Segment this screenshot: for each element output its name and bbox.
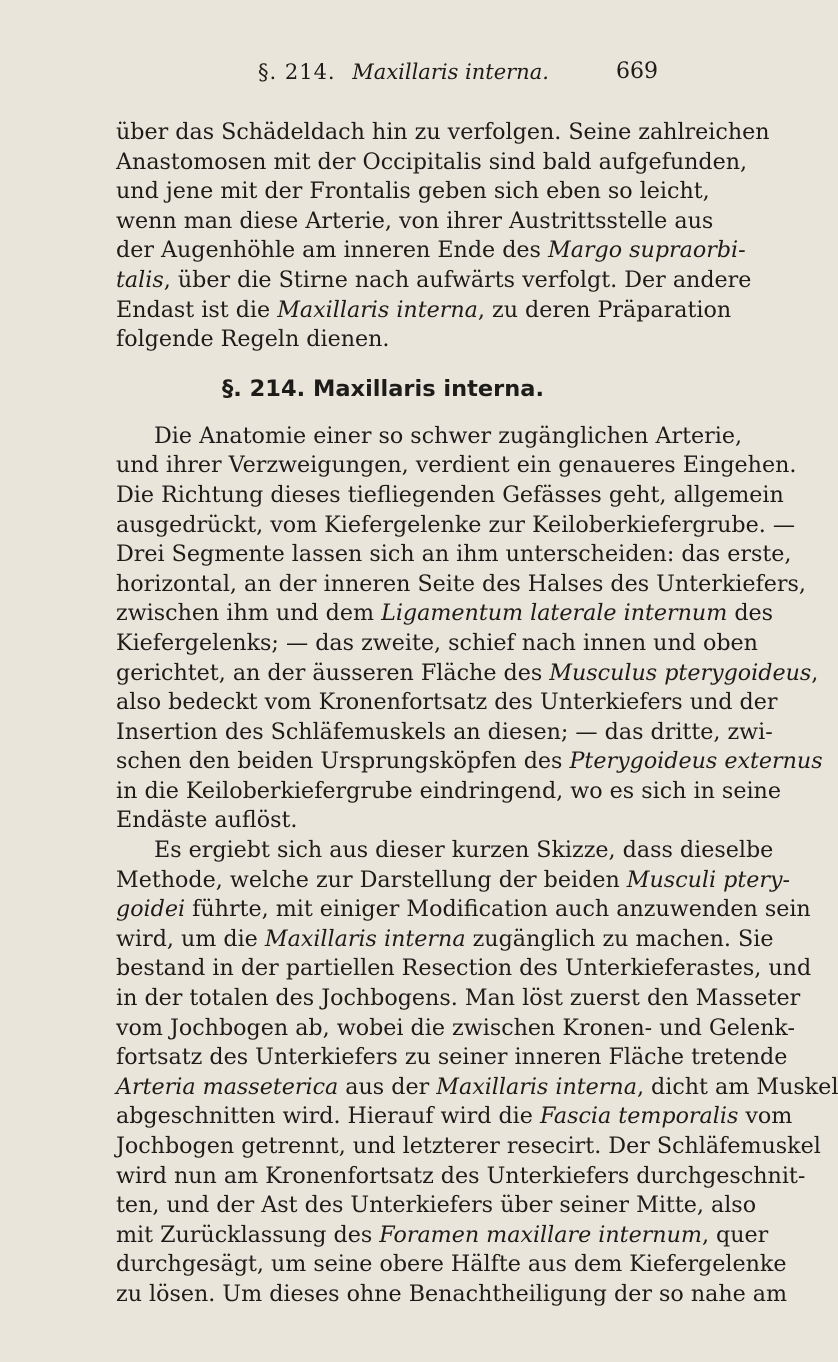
paragraph-2 <box>116 422 823 836</box>
text-line <box>116 718 773 748</box>
text-run: und jene mit der Frontalis geben sich eben so leicht, <box>116 178 710 205</box>
italic-term: Maxillaris interna <box>277 296 478 323</box>
text-line <box>116 925 774 955</box>
text-run: schen den beiden Ursprungsköpfen des <box>116 748 570 775</box>
text-line <box>116 629 758 659</box>
text-run: , <box>811 659 819 686</box>
text-run: Endast ist die <box>116 296 278 323</box>
text-line <box>116 451 797 481</box>
italic-term: Ligamentum laterale internum <box>381 600 728 627</box>
text-run: in die Keiloberkiefergrube eindringend, wo es sich in seine <box>116 777 781 804</box>
italic-term: Fascia temporalis <box>539 1103 739 1130</box>
text-line <box>116 1221 769 1251</box>
italic-term: Foramen maxillare internum <box>379 1221 702 1248</box>
page-number: 669 <box>616 59 658 84</box>
italic-term: Musculi ptery- <box>626 866 791 893</box>
text-run: zugänglich zu machen. Sie <box>465 925 774 952</box>
section-heading: §. 214. Maxillaris interna. <box>222 375 545 402</box>
text-run: bestand in der partiellen Resection des Unterkieferastes, und <box>116 955 812 982</box>
text-line <box>116 1132 821 1162</box>
text-run: Es ergiebt sich aus dieser kurzen Skizze, dass dieselbe <box>154 837 774 864</box>
text-run: , über die Stirne nach aufwärts verfolgt. Der andere <box>163 266 752 293</box>
running-head <box>258 58 658 86</box>
text-line <box>116 954 812 984</box>
text-run: Anastomosen mit der Occipitalis sind bald aufgefunden, <box>116 148 748 175</box>
text-run: Drei Segmente lassen sich an ihm unterscheiden: das erste, <box>116 541 792 568</box>
text-line <box>116 481 784 511</box>
text-run: zu lösen. Um dieses ohne Benachtheiligung der so nahe am <box>116 1280 788 1307</box>
paragraph-3 <box>116 836 838 1310</box>
text-run: führte, mit einiger Modification auch anzuwenden sein <box>185 896 811 923</box>
text-line <box>116 422 743 452</box>
italic-term: Maxillaris interna <box>264 925 466 952</box>
body-text <box>116 118 838 1310</box>
text-run: wenn man diese Arterie, von ihrer Austrittsstelle aus <box>116 207 714 234</box>
text-line <box>116 866 791 896</box>
text-line <box>116 659 819 689</box>
text-run: Jochbogen getrennt, und letzterer resecirt. Der Schläfemuskel <box>116 1133 821 1159</box>
text-line <box>116 236 746 266</box>
text-run: ausgedrückt, vom Kiefergelenke zur Keiloberkiefergrube. — <box>116 511 796 538</box>
text-line <box>116 177 710 207</box>
italic-term: Arteria masseterica <box>116 1073 339 1100</box>
text-run: durchgesägt, um seine obere Hälfte aus dem Kiefergelenke <box>116 1251 787 1278</box>
text-run: zwischen ihm und dem <box>116 600 382 627</box>
text-run: der Augenhöhle am inneren Ende des <box>116 237 548 264</box>
text-line <box>116 1250 787 1280</box>
text-line <box>116 296 732 326</box>
text-run: wird nun am Kronenfortsatz des Unterkiefers durchgeschnit- <box>116 1162 806 1189</box>
text-line <box>116 1014 795 1044</box>
text-run: wird, um die <box>116 925 265 952</box>
text-line <box>116 688 778 718</box>
paragraph-1 <box>116 118 770 355</box>
text-run: Insertion des Schläfemuskels an diesen; — das dritte, zwi- <box>116 718 773 745</box>
text-line <box>116 1191 757 1221</box>
text-line <box>116 599 774 629</box>
text-run: mit Zurücklassung des <box>116 1221 380 1248</box>
text-run: Endäste auflöst. <box>116 807 298 834</box>
text-run: vom Jochbogen ab, wobei die zwischen Kronen- und Gelenk- <box>116 1014 795 1041</box>
text-run: , zu deren Präparation <box>477 296 732 323</box>
running-head-section: §. 214. <box>258 60 336 84</box>
italic-term: Margo supraorbi- <box>548 237 746 264</box>
text-line <box>116 540 792 570</box>
text-line <box>116 266 752 296</box>
text-run: vom <box>738 1103 793 1130</box>
text-line <box>116 325 696 355</box>
text-run: Die Anatomie einer so schwer zugänglichen Arterie, <box>154 422 743 449</box>
text-run: horizontal, an der inneren Seite des Halses des Unterkiefers, <box>116 570 806 597</box>
text-run: des <box>727 600 774 627</box>
text-run: abgeschnitten wird. Hierauf wird die <box>116 1103 540 1130</box>
text-line <box>116 1162 806 1192</box>
text-run: Die Richtung dieses tiefliegenden Gefässes geht, allgemein <box>116 481 784 508</box>
text-line <box>116 777 781 807</box>
text-line <box>116 118 770 148</box>
italic-term: goidei <box>116 896 186 923</box>
text-run: , dicht am Muskel <box>636 1073 838 1100</box>
text-line <box>116 806 696 836</box>
text-run: ten, und der Ast des Unterkiefers über seiner Mitte, also <box>116 1192 757 1219</box>
text-run: Kiefergelenks; — das zweite, schief nach innen und oben <box>116 629 758 656</box>
running-head-title: Maxillaris interna. <box>352 60 549 84</box>
text-run: Methode, welche zur Darstellung der beiden <box>116 866 627 893</box>
text-line <box>116 207 714 237</box>
text-run: , quer <box>701 1221 769 1248</box>
text-line <box>116 895 811 925</box>
italic-term: Maxillaris interna <box>436 1073 637 1100</box>
text-line <box>116 1043 788 1073</box>
text-run: folgende Regeln dienen. <box>116 326 390 353</box>
text-run: und ihrer Verzweigungen, verdient ein genaueres Eingehen. <box>116 452 797 479</box>
italic-term: Musculus pterygoideus <box>549 659 812 686</box>
text-run: über das Schädeldach hin zu verfolgen. Seine zahlreichen <box>116 119 770 145</box>
text-line <box>116 570 806 600</box>
text-line <box>116 836 774 866</box>
text-line <box>116 747 823 777</box>
text-line <box>116 1073 838 1103</box>
text-line <box>116 1102 793 1132</box>
text-run: aus der <box>338 1073 437 1100</box>
text-run: gerichtet, an der äusseren Fläche des <box>116 659 550 686</box>
italic-term: talis <box>116 266 164 293</box>
text-run: in der totalen des Jochbogens. Man löst zuerst den Masseter <box>116 985 801 1012</box>
text-run: also bedeckt vom Kronenfortsatz des Unterkiefers und der <box>116 689 778 716</box>
text-line <box>116 984 801 1014</box>
text-line <box>116 511 796 541</box>
text-line <box>116 148 748 178</box>
text-line <box>116 1280 788 1310</box>
text-run: fortsatz des Unterkiefers zu seiner inneren Fläche tretende <box>116 1044 788 1071</box>
italic-term: Pterygoideus externus <box>569 748 823 775</box>
